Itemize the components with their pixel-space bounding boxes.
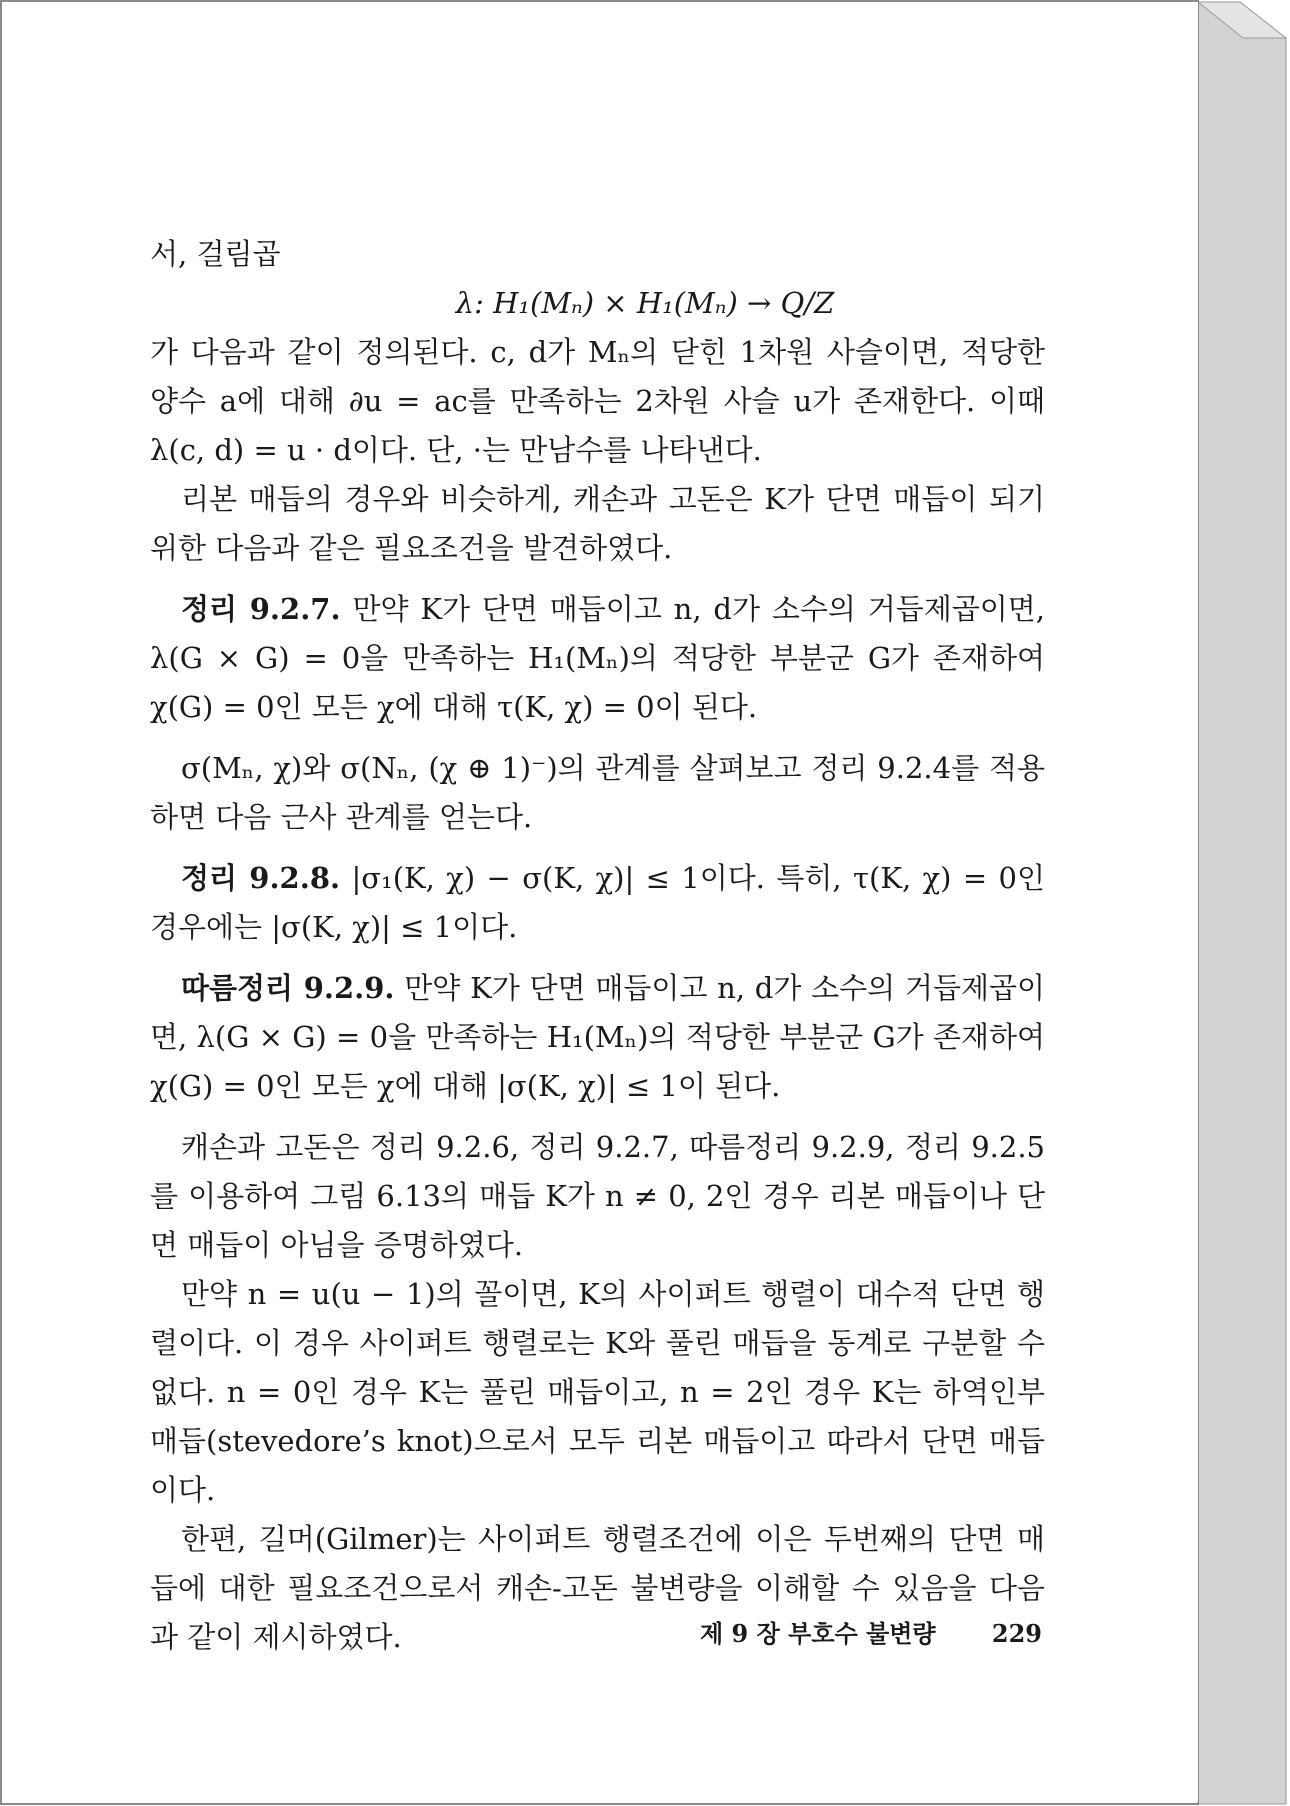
- chapter-title: 제 9 장 부호수 불변량: [700, 1619, 936, 1648]
- display-equation: λ: H₁(Mₙ) × H₁(Mₙ) → Q/Z: [455, 286, 835, 320]
- paragraph-casson-gordon: 캐손과 고돈은 정리 9.2.6, 정리 9.2.7, 따름정리 9.2.9, 정리 9.2.5를 이용하여 그림 6.13의 매듭 K가 n ≠ 0, 2인 경우 리본 매듭이나 단면 매듭이 아님을 증명하였다.: [150, 1130, 1045, 1262]
- page-number: 229: [991, 1619, 1042, 1648]
- page-body: [150, 230, 1045, 1662]
- theorem-label: 정리 9.2.7.: [181, 592, 341, 626]
- corollary-9-2-9: [150, 964, 1045, 1111]
- continued-text: 서, 걸림곱: [150, 237, 281, 271]
- theorem-9-2-8: [150, 854, 1045, 952]
- corollary-label: 따름정리 9.2.9.: [181, 971, 395, 1005]
- corollary-text: 만약 K가 단면 매듭이고 n, d가 소수의 거듭제곱이면, λ(G × G) = 0을 만족하는 H₁(Mₙ)의 적당한 부분군 G가 존재하여 χ(G) = 0인 모든 χ에 대해 |σ(K, χ)| ≤ 1이 된다.: [150, 971, 1046, 1103]
- theorem-text: |σ₁(K, χ) − σ(K, χ)| ≤ 1이다. 특히, τ(K, χ) = 0인 경우에는 |σ(K, χ)| ≤ 1이다.: [150, 861, 1046, 944]
- theorem-text: 만약 K가 단면 매듭이고 n, d가 소수의 거듭제곱이면, λ(G × G) = 0을 만족하는 H₁(Mₙ)의 적당한 부분군 G가 존재하여 χ(G) = 0인 모든 χ에 대해 τ(K, χ) = 0이 된다.: [150, 592, 1046, 724]
- paragraph-signature: σ(Mₙ, χ)와 σ(Nₙ, (χ ⊕ 1)⁻)의 관계를 살펴보고 정리 9.2.4를 적용하면 다음 근사 관계를 얻는다.: [150, 751, 1045, 834]
- paragraph-gilmer: 한편, 길머(Gilmer)는 사이퍼트 행렬조건에 이은 두번째의 단면 매듭에 대한 필요조건으로서 캐손-고돈 불변량을 이해할 수 있음을 다음과 같이 제시하였다.: [150, 1522, 1045, 1654]
- paragraph-seifert: 만약 n = u(u − 1)의 꼴이면, K의 사이퍼트 행렬이 대수적 단면 행렬이다. 이 경우 사이퍼트 행렬로는 K와 풀린 매듭을 동계로 구분할 수 없다. n = 0인 경우 K는 풀린 매듭이고, n = 2인 경우 K는 하역인부 매듭(stevedore’s knot)으로서 모두 리본 매듭이고 따라서 단면 매듭이다.: [150, 1277, 1045, 1507]
- paragraph-definition: 가 다음과 같이 정의된다. c, d가 Mₙ의 닫힌 1차원 사슬이면, 적당한 양수 a에 대해 ∂u = ac를 만족하는 2차원 사슬 u가 존재한다. 이때 λ(c, d) = u · d이다. 단, ·는 만남수를 나타낸다.: [150, 335, 1045, 467]
- theorem-label: 정리 9.2.8.: [181, 861, 341, 895]
- paragraph-ribbon: 리본 매듭의 경우와 비슷하게, 캐손과 고돈은 K가 단면 매듭이 되기 위한 다음과 같은 필요조건을 발견하였다.: [150, 482, 1045, 565]
- running-footer: [700, 1614, 1042, 1654]
- theorem-9-2-7: [150, 585, 1045, 732]
